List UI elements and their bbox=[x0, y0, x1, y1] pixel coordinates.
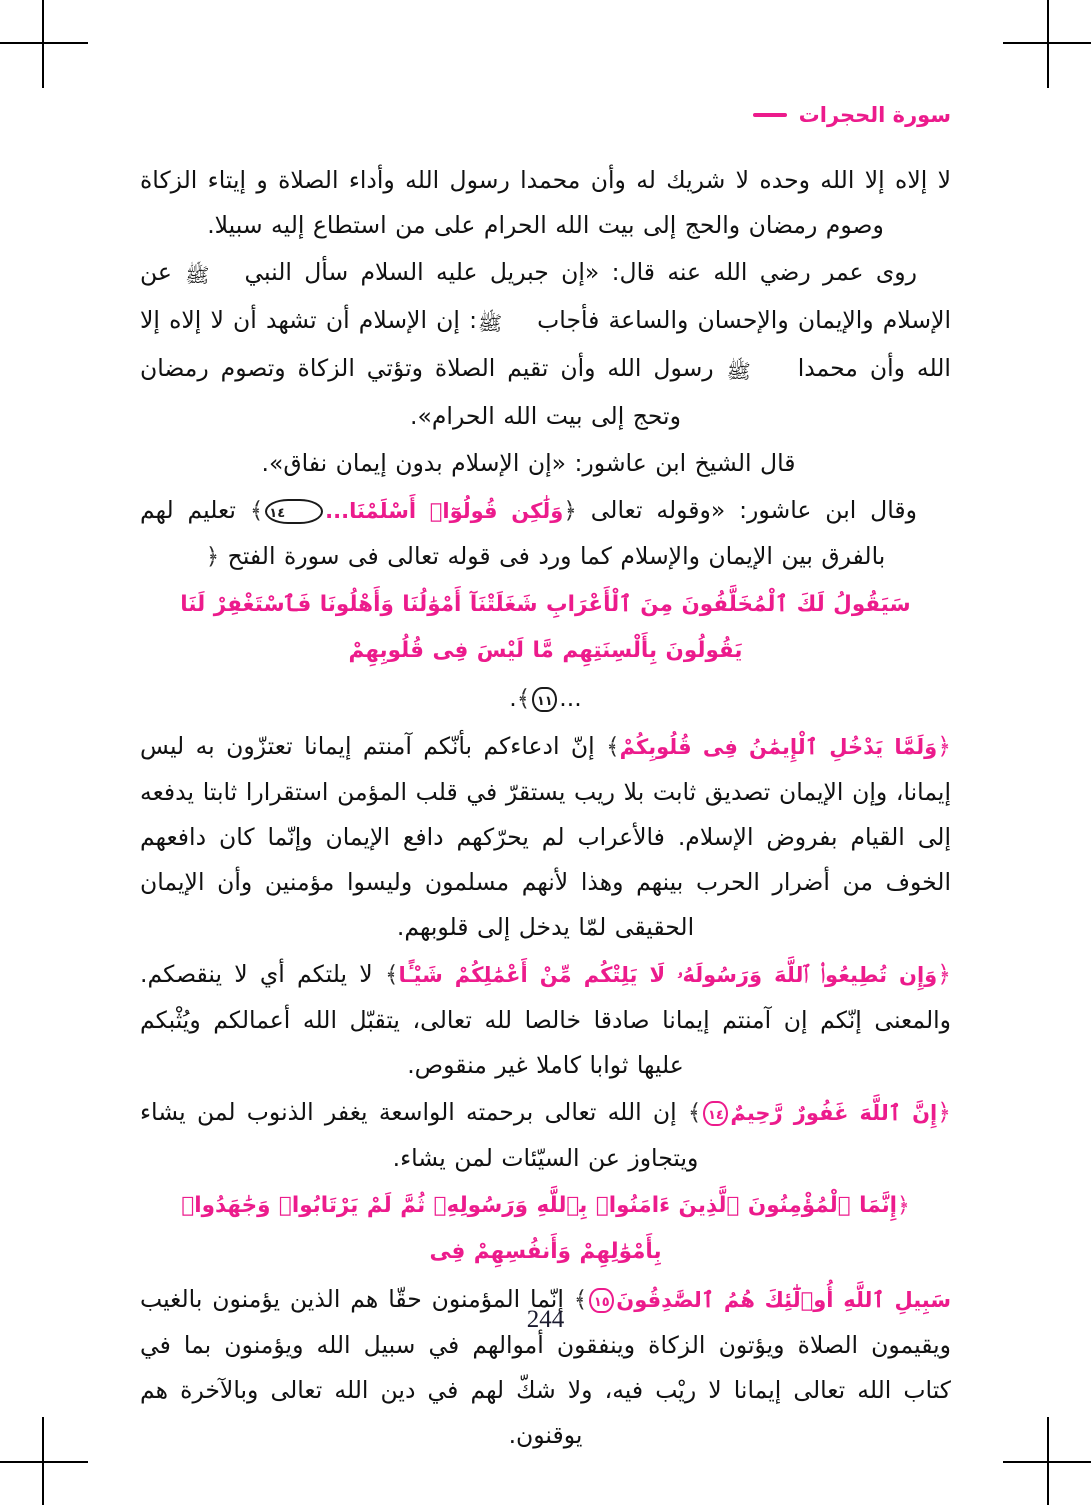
paragraph-ibn-ashur-quote bbox=[140, 441, 951, 486]
ayah-trailing-ellipsis: ... bbox=[559, 684, 582, 712]
running-head bbox=[753, 103, 951, 127]
ayah-bracket-open-fath: ﴿ bbox=[205, 544, 220, 570]
ayah-bracket-close: ﴾ bbox=[249, 498, 264, 524]
ayah-text-49-15-line-2: سَبِيلِ ٱللَّهِ أُو۟لَٰٓئِكَ هُمُ ٱلصَّٰدِقُونَ bbox=[616, 1288, 951, 1312]
ayah-bracket-close: ﴾ bbox=[606, 734, 620, 760]
paragraph-ayah-hujurat-14b bbox=[140, 952, 951, 1088]
paragraph-ayah-hujurat-15-cont bbox=[140, 1277, 951, 1458]
ayah-bracket-close: ﴾ bbox=[687, 1100, 702, 1126]
ayah-text-49-14a: وَلَمَّا يَدْخُلِ ٱلْإِيمَٰنُ فِى قُلُوبِكُمْ bbox=[619, 735, 938, 759]
ibn-ashur-ayah-lead: وقال ابن عاشور: «وقوله تعالى bbox=[590, 496, 917, 524]
commentary-hujurat-14b: لا يلتكم أي لا ينقصكم. والمعنى إنّكم إن آمنتم إيمانا صادقا خالصا لله تعالى، يتقبّل الله أعمالكم ويُثْبكم عليها ثوابا كاملا غير منقوص. bbox=[140, 960, 951, 1079]
ayah-text-49-15-line-1: إِنَّمَا ٱلْمُؤْمِنُونَ ٱلَّذِينَ ءَامَنُوا۟ بِٱللَّهِ وَرَسُولِهِۦ ثُمَّ لَمْ يَرْتَابُوا۟ وَجَٰهَدُوا۟ بِأَمْوَٰلِهِمْ وَأَنفُسِهِمْ فِى bbox=[181, 1193, 898, 1264]
ibn-ashur-quote-text: قال الشيخ ابن عاشور: «إن الإسلام بدون إيمان نفاق». bbox=[261, 449, 796, 477]
ayah-bracket-open: ﴿ bbox=[937, 1098, 951, 1126]
ayah-bracket-open: ﴿ bbox=[897, 1193, 910, 1218]
ayah-number-badge: ١٤ bbox=[265, 499, 323, 524]
sallallahu-alayhi-wasallam-icon: ﷺ bbox=[478, 311, 503, 335]
paragraph-ayah-hujurat-15 bbox=[140, 1183, 951, 1275]
sallallahu-alayhi-wasallam-icon: ﷺ bbox=[726, 359, 751, 383]
page-number: 244 bbox=[526, 1306, 565, 1333]
ayah-period: . bbox=[509, 684, 517, 712]
paragraph-ayah-fath-11-number bbox=[140, 676, 951, 722]
paragraph-ibn-ashur-ayah bbox=[140, 488, 951, 580]
sallallahu-alayhi-wasallam-icon: ﷺ bbox=[185, 263, 210, 287]
commentary-hujurat-14c: إن الله تعالى برحمته الواسعة يغفر الذنوب لمن يشاء ويتجاوز عن السيّئات لمن يشاء. bbox=[140, 1098, 699, 1172]
ayah-number-badge: ١١ bbox=[532, 687, 557, 712]
ayah-bracket-close: ﴾ bbox=[573, 1287, 588, 1313]
body-text-column bbox=[140, 158, 951, 1460]
paragraph-ayah-hujurat-14c bbox=[140, 1090, 951, 1181]
ayah-bracket-open: ﴿ bbox=[937, 732, 951, 760]
commentary-hujurat-14a: إنّ ادعاءكم بأنّكم آمنتم إيمانا تعتزّون به ليس إيمانا، وإن الإيمان تصديق ثابت بلا ريب يستقرّ في قلب المؤمن استقرارا ثابتا يدفعه إلى القيام بفروض الإسلام. فالأعراب لم يحرّكهم دافع الإيمان وإنّما كان دافعهم الخوف من أضرار الحرب بينهم وهذا لأنهم مسلمون وليسوا مؤمنين وأن الإيمان الحقيقى لمّا يدخل إلى قلوبهم. bbox=[140, 732, 951, 941]
hadith-lead: روى عمر رضي الله عنه قال: «إن جبريل عليه السلام سأل النبي bbox=[244, 258, 917, 286]
paragraph-ayah-hujurat-14a bbox=[140, 724, 951, 950]
ayah-bracket-open: ﴿ bbox=[937, 960, 951, 988]
paragraph-hadith-jibril bbox=[140, 250, 951, 439]
paragraph-creed-text: لا إلاه إلا الله وحده لا شريك له وأن محمدا رسول الله وأداء الصلاة و إيتاء الزكاة وصوم رمضان والحج إلى بيت الله الحرام على من استطاع إليه سبيلا. bbox=[140, 166, 951, 239]
ayah-line-1-wrap bbox=[140, 1183, 951, 1275]
ayah-bracket-close: ﴾ bbox=[384, 962, 399, 988]
hadith-mid-2: : إن الإسلام أن تشهد أن لا إلاه إلا الله وأن محمدا bbox=[140, 306, 951, 382]
ibn-ashur-ayah-tail: تعليم لهم بالفرق بين الإيمان والإسلام كما ورد فى قوله تعالى فى سورة الفتح bbox=[140, 496, 886, 570]
hadith-mid-1: عن الإسلام والإيمان والإحسان والساعة فأجاب bbox=[140, 258, 952, 334]
ayah-number-badge: ١٥ bbox=[589, 1288, 614, 1313]
paragraph-ayah-fath-11 bbox=[140, 582, 951, 674]
running-head-surah-title: سورة الحجرات bbox=[798, 103, 951, 127]
ayah-number-badge: ١٤ bbox=[703, 1101, 728, 1126]
running-head-rule bbox=[753, 113, 787, 117]
ayah-bracket-open: ﴿ bbox=[563, 498, 577, 524]
paragraph-creed bbox=[140, 158, 951, 248]
ayah-bracket-close: ﴾ bbox=[516, 686, 531, 712]
ayah-text-49-14b: وَإِن تُطِيعُوا۟ ٱللَّهَ وَرَسُولَهُۥ لَا يَلِتْكُم مِّنْ أَعْمَٰلِكُمْ شَيْـًٔا bbox=[398, 963, 938, 987]
ayah-text-49-14-partial: وَلَٰكِن قُولُوٓا۟ أَسْلَمْنَا... bbox=[325, 499, 564, 523]
commentary-hujurat-15: إنّما المؤمنون حقّا هم الذين يؤمنون بالغيب ويقيمون الصلاة ويؤتون الزكاة وينفقون أموالهم في سبيل الله ويؤمنون بما في كتاب الله تعالى إيمانا لا ريْب فيه، ولا شكّ لهم في دين الله تعالى وبالآخرة هم يوقنون. bbox=[140, 1285, 951, 1449]
ayah-text-48-11: سَيَقُولُ لَكَ ٱلْمُخَلَّفُونَ مِنَ ٱلْأَعْرَابِ شَغَلَتْنَآ أَمْوَٰلُنَا وَأَهْلُونَا فَٱسْتَغْفِرْ لَنَا يَقُولُونَ بِأَلْسِنَتِهِم مَّا لَيْسَ فِى قُلُوبِهِمْ bbox=[180, 592, 911, 663]
hadith-tail: رسول الله وأن تقيم الصلاة وتؤتي الزكاة وتصوم رمضان وتحج إلى بيت الله الحرام». bbox=[140, 354, 714, 430]
ayah-text-49-14c: إِنَّ ٱللَّهَ غَفُورٌ رَّحِيمٌ bbox=[730, 1101, 938, 1125]
